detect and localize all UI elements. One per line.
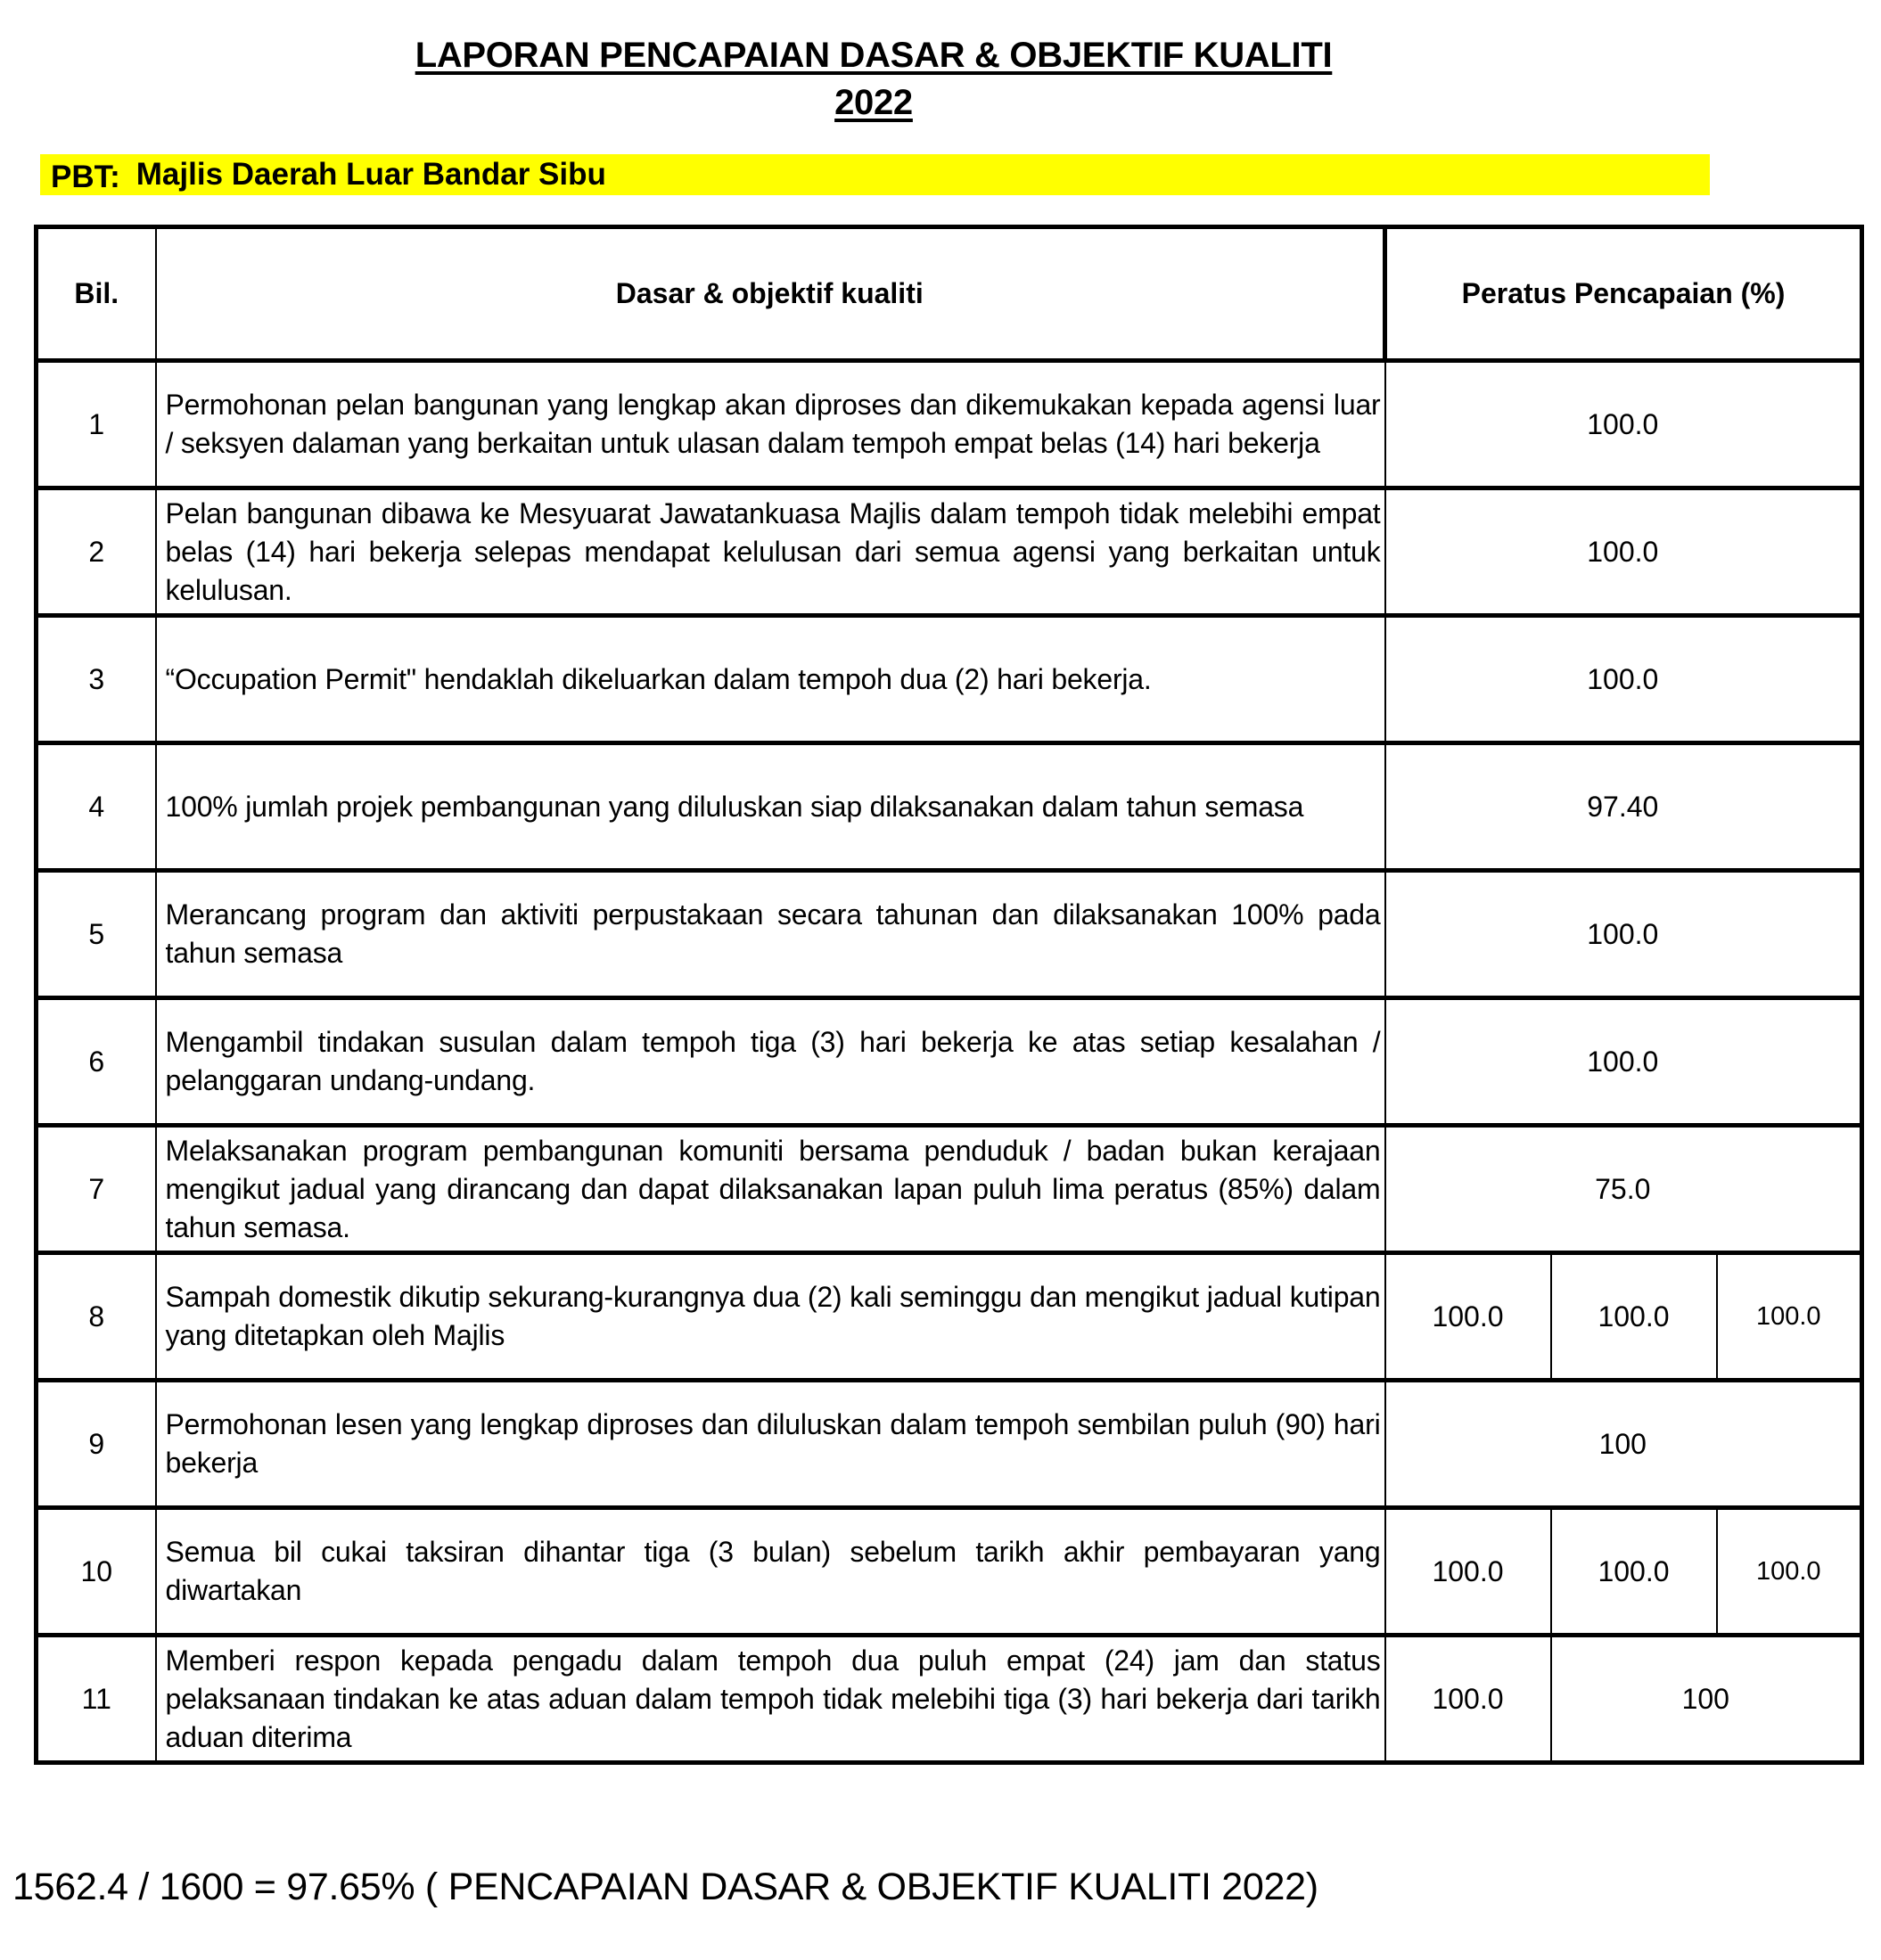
table-row — [37, 998, 1862, 1126]
achievement-percent: 100.0 — [1385, 1508, 1551, 1636]
row-number: 3 — [37, 616, 156, 743]
achievement-percent: 100.0 — [1385, 998, 1862, 1126]
table-row — [37, 743, 1862, 871]
achievement-percent: 100 — [1551, 1636, 1862, 1763]
objective-text: Memberi respon kepada pengadu dalam tempoh dua puluh empat (24) jam dan status pelaksanaan tindakan ke atas aduan dalam tempoh tidak melebihi tiga (3) hari bekerja dari tarikh aduan diterima — [156, 1636, 1385, 1763]
objective-text: Merancang program dan aktiviti perpustakaan secara tahunan dan dilaksanakan 100% pada tahun semasa — [156, 871, 1385, 998]
objective-text: Semua bil cukai taksiran dihantar tiga (3 bulan) sebelum tarikh akhir pembayaran yang diwartakan — [156, 1508, 1385, 1636]
table-row — [37, 871, 1862, 998]
table-row — [37, 1381, 1862, 1508]
quality-objectives-table — [34, 225, 1864, 1765]
objective-text: Permohonan lesen yang lengkap diproses dan diluluskan dalam tempoh sembilan puluh (90) hari bekerja — [156, 1381, 1385, 1508]
table-row — [37, 1253, 1862, 1381]
row-number: 5 — [37, 871, 156, 998]
row-number: 8 — [37, 1253, 156, 1381]
achievement-percent: 100.0 — [1551, 1508, 1717, 1636]
pbt-value: Majlis Daerah Luar Bandar Sibu — [136, 157, 606, 192]
row-number: 1 — [37, 361, 156, 488]
objective-text: Melaksanakan program pembangunan komuniti bersama penduduk / badan bukan kerajaan mengikut jadual yang dirancang dan dapat dilaksanakan lapan puluh lima peratus (85%) dalam tahun semasa. — [156, 1126, 1385, 1253]
achievement-percent: 100.0 — [1551, 1253, 1717, 1381]
achievement-percent: 100.0 — [1385, 361, 1862, 488]
pbt-label: PBT: — [51, 160, 120, 194]
table-row — [37, 1636, 1862, 1763]
objective-text: Mengambil tindakan susulan dalam tempoh tiga (3) hari bekerja ke atas setiap kesalahan / pelanggaran undang-undang. — [156, 998, 1385, 1126]
table-row — [37, 1508, 1862, 1636]
summary-formula: 1562.4 / 1600 = 97.65% ( PENCAPAIAN DASAR & OBJEKTIF KUALITI 2022) — [12, 1866, 1318, 1908]
achievement-percent: 100 — [1385, 1381, 1862, 1508]
achievement-percent: 100.0 — [1385, 871, 1862, 998]
achievement-percent: 100.0 — [1385, 1253, 1551, 1381]
achievement-percent: 100.0 — [1385, 488, 1862, 616]
objective-text: Permohonan pelan bangunan yang lengkap akan diproses dan dikemukakan kepada agensi luar / seksyen dalaman yang berkaitan untuk ulasan dalam tempoh empat belas (14) hari bekerja — [156, 361, 1385, 488]
objective-text: Pelan bangunan dibawa ke Mesyuarat Jawatankuasa Majlis dalam tempoh tidak melebihi empat belas (14) hari bekerja selepas mendapat kelulusan dari semua agensi yang berkaitan untuk kelulusan. — [156, 488, 1385, 616]
achievement-percent: 100.0 — [1385, 1636, 1551, 1763]
objective-text: Sampah domestik dikutip sekurang-kurangnya dua (2) kali seminggu dan mengikut jadual kutipan yang ditetapkan oleh Majlis — [156, 1253, 1385, 1381]
header-objective: Dasar & objektif kualiti — [156, 227, 1385, 361]
table-row — [37, 488, 1862, 616]
achievement-percent: 100.0 — [1385, 616, 1862, 743]
row-number: 4 — [37, 743, 156, 871]
objective-text: 100% jumlah projek pembangunan yang diluluskan siap dilaksanakan dalam tahun semasa — [156, 743, 1385, 871]
achievement-percent: 75.0 — [1385, 1126, 1862, 1253]
table-row — [37, 1126, 1862, 1253]
row-number: 9 — [37, 1381, 156, 1508]
achievement-percent: 97.40 — [1385, 743, 1862, 871]
table-row — [37, 361, 1862, 488]
table-row — [37, 616, 1862, 743]
row-number: 2 — [37, 488, 156, 616]
report-year: 2022 — [834, 83, 913, 122]
header-bil: Bil. — [37, 227, 156, 361]
row-number: 10 — [37, 1508, 156, 1636]
row-number: 6 — [37, 998, 156, 1126]
achievement-percent: 100.0 — [1717, 1253, 1862, 1381]
report-title: LAPORAN PENCAPAIAN DASAR & OBJEKTIF KUALITI — [415, 36, 1333, 75]
table-body — [37, 361, 1862, 1763]
header-percent: Peratus Pencapaian (%) — [1385, 227, 1862, 361]
table-header-row — [37, 227, 1862, 361]
row-number: 7 — [37, 1126, 156, 1253]
achievement-percent: 100.0 — [1717, 1508, 1862, 1636]
objective-text: “Occupation Permit" hendaklah dikeluarkan dalam tempoh dua (2) hari bekerja. — [156, 616, 1385, 743]
pbt-highlight-bar — [40, 154, 1710, 195]
row-number: 11 — [37, 1636, 156, 1763]
